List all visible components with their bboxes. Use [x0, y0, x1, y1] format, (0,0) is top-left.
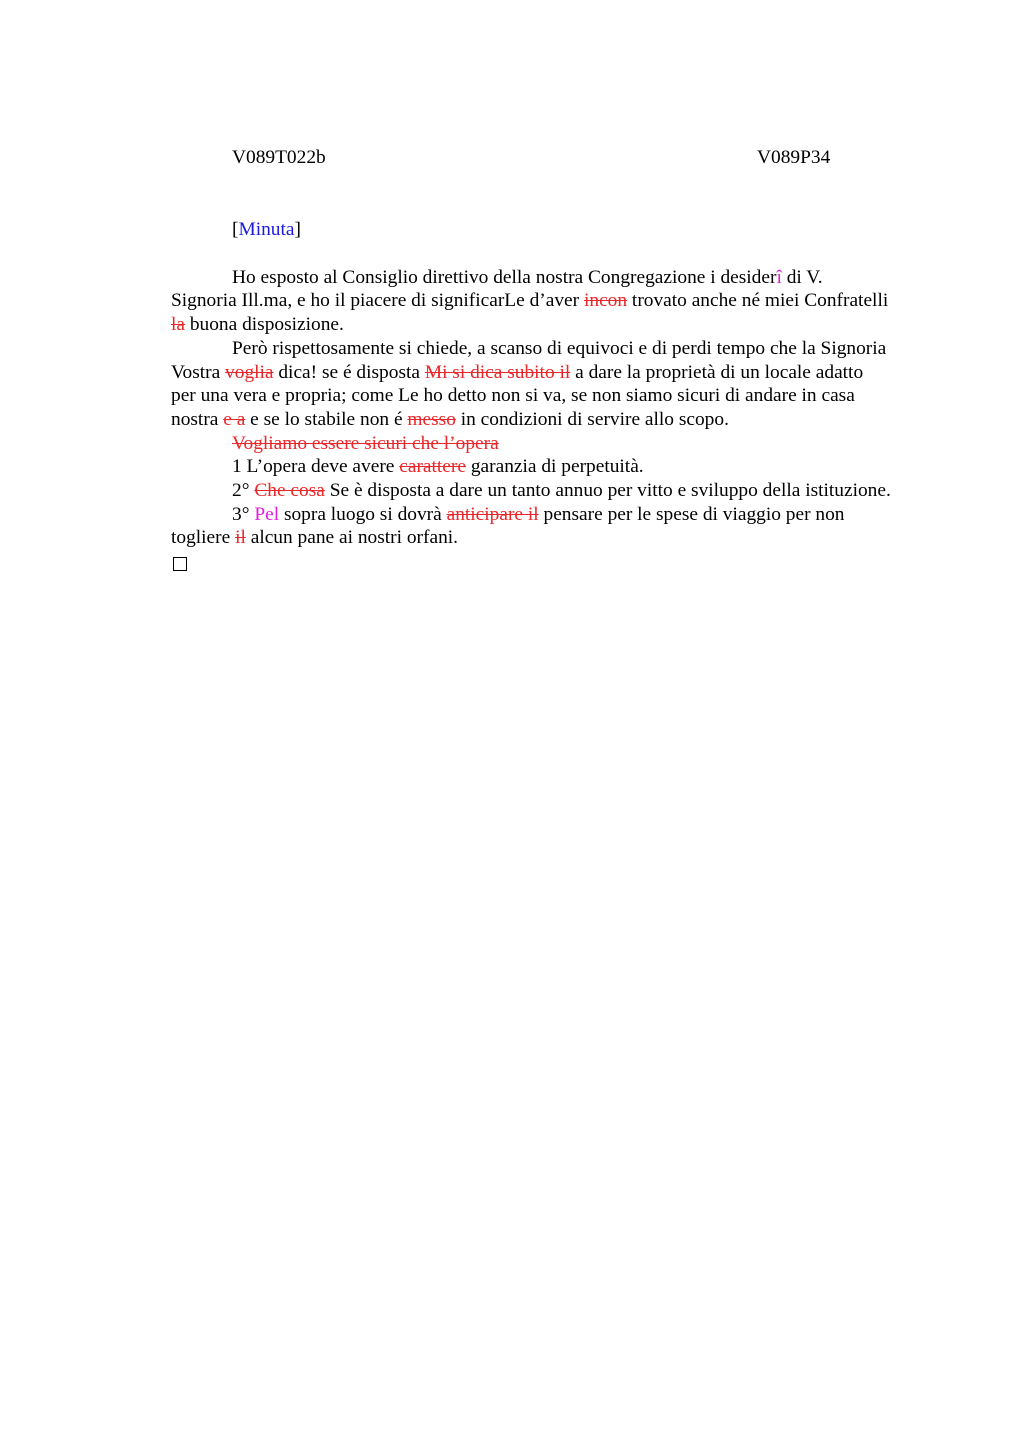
text-run: Se è disposta a dare un tanto annuo per vitto e sviluppo della istituzione.: [324, 480, 891, 502]
document-code: V089T022b: [232, 147, 326, 168]
deleted-run: carattere: [399, 456, 466, 478]
document-header: [171, 146, 891, 170]
minuta-open-bracket: [: [232, 219, 239, 240]
text-run: garanzia di perpetuità.: [465, 456, 644, 478]
end-of-text-box-icon: [173, 557, 187, 571]
deleted-run: la: [171, 314, 185, 336]
deleted-run: e a: [223, 408, 246, 430]
text-run: 2°: [232, 480, 255, 502]
text-run: sopra luogo si dovrà: [279, 503, 447, 525]
text-run: buona disposizione.: [185, 314, 344, 336]
text-run: Ho esposto al Consiglio direttivo della nostra Congregazione i desider: [232, 266, 777, 288]
paragraph-3: [171, 432, 891, 456]
text-run: pensare per le spese di viaggio per non togliere: [171, 503, 845, 549]
letter-body: [171, 266, 891, 571]
text-run: in condizioni di servire allo scopo.: [455, 408, 729, 430]
text-run: 1 L’opera deve avere: [232, 456, 400, 478]
minuta-label: [171, 218, 891, 242]
deleted-run: anticipare il: [446, 503, 539, 525]
deleted-run: Vogliamo essere sicuri che l’opera: [232, 432, 499, 454]
text-run: trovato anche né miei Confratelli: [627, 290, 889, 312]
paragraph-5: [171, 479, 891, 503]
paragraph-2: [171, 337, 891, 432]
text-run: e se lo stabile non é: [245, 408, 408, 430]
text-run: Però rispettosamente si chiede, a scanso di equivoci e di perdi tempo che la Signoria Vostra: [171, 337, 887, 383]
deleted-run: voglia: [225, 361, 274, 383]
text-run: di V. Signoria Ill.ma, e ho il piacere di significarLe d’aver: [171, 266, 823, 312]
minuta-close-bracket: ]: [294, 219, 301, 240]
deleted-run: il: [235, 527, 246, 549]
deleted-run: messo: [407, 408, 456, 430]
deleted-run: incon: [583, 290, 628, 312]
paragraph-4: [171, 455, 891, 479]
paragraph-6: [171, 503, 891, 550]
text-run: dica! se é disposta: [273, 361, 425, 383]
paragraph-1: [171, 266, 891, 337]
text-run: 3°: [232, 503, 255, 525]
minuta-text: Minuta: [238, 219, 295, 240]
page-code: V089P34: [757, 147, 831, 168]
correction-run: î: [776, 266, 782, 288]
deleted-run: Mi si dica subito il: [424, 361, 571, 383]
deleted-run: Che cosa: [254, 480, 325, 502]
text-run: alcun pane ai nostri orfani.: [245, 527, 459, 549]
text-run: a dare la proprietà di un locale adatto per una vera e propria; come Le ho detto non si va, se non siamo sicuri di andare in casa nostra: [171, 361, 864, 430]
correction-run: Pel: [254, 503, 280, 525]
letter-page: [171, 146, 891, 571]
